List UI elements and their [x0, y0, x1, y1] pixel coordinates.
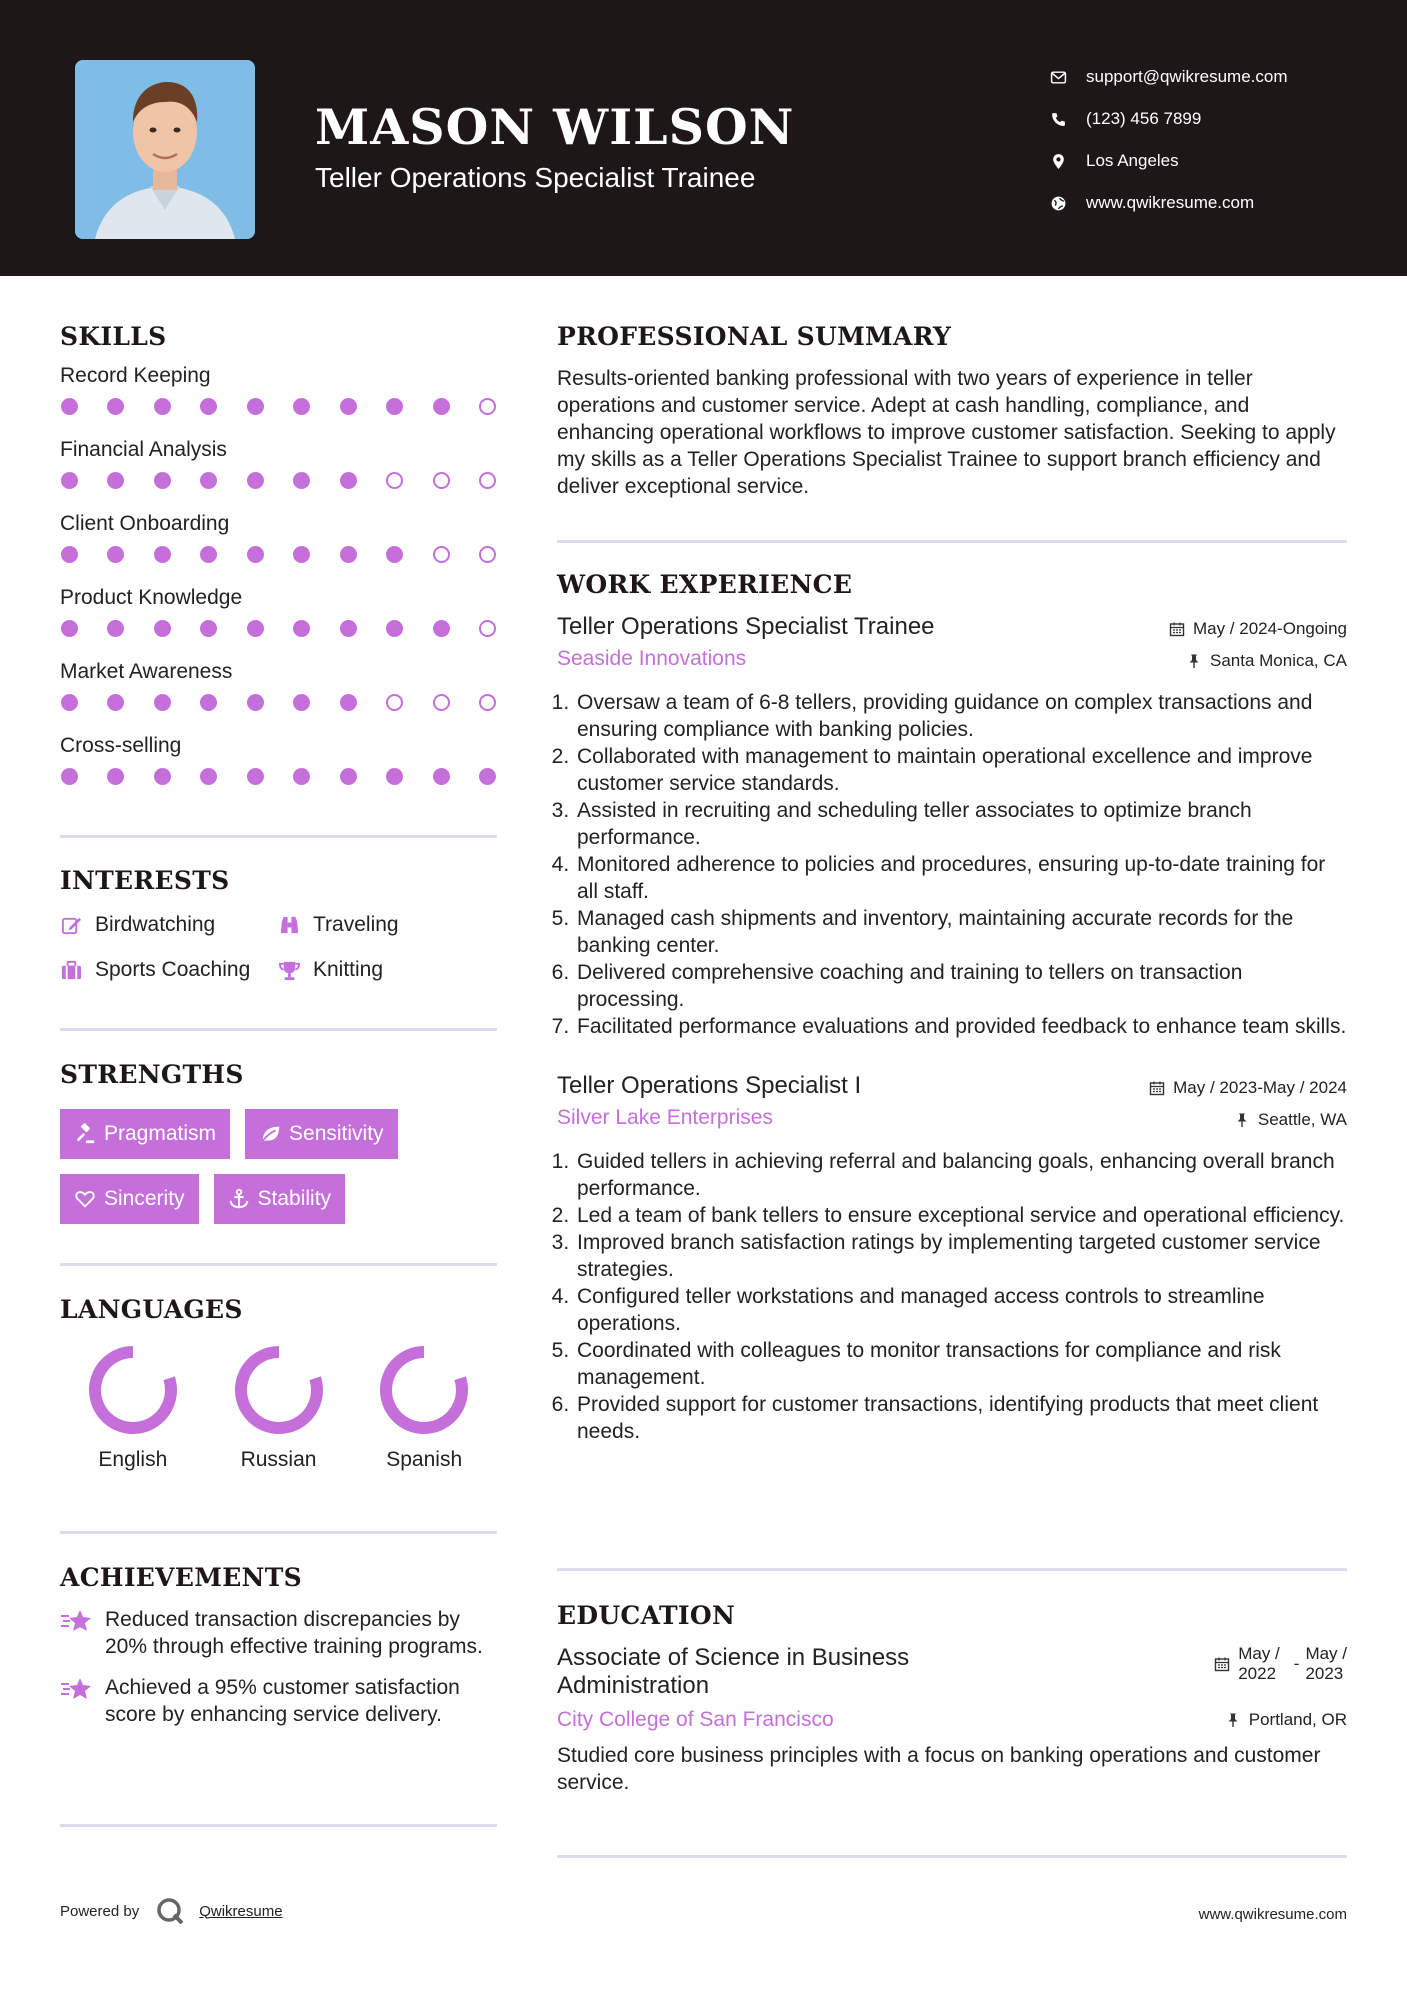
pushpin-icon	[1186, 653, 1202, 669]
rating-dot-filled	[107, 694, 124, 711]
job-dates: May / 2024-Ongoing	[1169, 617, 1347, 641]
list-item: 3. Assisted in recruiting and scheduling teller associates to optimize branch performance.	[575, 797, 1347, 851]
rating-dot-empty	[479, 620, 496, 637]
language-ring-arc	[95, 1352, 171, 1428]
strength-chip: Sincerity	[60, 1174, 199, 1224]
star-icon	[60, 1606, 105, 1660]
school-name: City College of San Francisco	[557, 1708, 834, 1731]
achievement-item: Achieved a 95% customer satisfaction score by enhancing service delivery.	[60, 1674, 497, 1728]
section-title-languages: LANGUAGES	[60, 1295, 243, 1324]
globe-icon	[1050, 195, 1086, 212]
list-item: 4. Monitored adherence to policies and procedures, ensuring up-to-date training for all staff.	[575, 851, 1347, 905]
rating-dot-filled	[61, 694, 78, 711]
rating-dot-filled	[340, 546, 357, 563]
divider	[60, 835, 497, 838]
interest-item: Traveling	[278, 911, 497, 939]
rating-dot-empty	[479, 546, 496, 563]
skill-item	[60, 361, 497, 435]
calendar-icon	[1214, 1656, 1230, 1672]
profile-photo	[75, 60, 255, 239]
rating-dot-filled	[293, 546, 310, 563]
experience-section	[557, 570, 1347, 1445]
rating-dot-filled	[293, 694, 310, 711]
rating-dot-empty	[479, 472, 496, 489]
language-name: Russian	[240, 1448, 317, 1471]
rating-dot-filled	[340, 620, 357, 637]
interests-section	[60, 866, 497, 984]
rating-dot-filled	[200, 398, 217, 415]
rating-dot-filled	[107, 398, 124, 415]
list-item: 2. Led a team of bank tellers to ensure exceptional service and operational efficiency.	[575, 1202, 1347, 1229]
education-section	[557, 1601, 1347, 1796]
list-item: 6. Provided support for customer transactions, identifying products that meet client needs.	[575, 1391, 1347, 1445]
rating-dot-empty	[386, 472, 403, 489]
language-name: English	[98, 1448, 168, 1471]
language-item	[206, 1342, 352, 1472]
skills-section	[60, 322, 497, 805]
strengths-list	[60, 1109, 497, 1224]
education-description: Studied core business principles with a focus on banking operations and customer service.	[557, 1744, 1321, 1794]
achievements-list	[60, 1606, 497, 1728]
rating-dot-filled	[200, 546, 217, 563]
language-name: Spanish	[386, 1448, 463, 1471]
rating-dot-filled	[154, 620, 171, 637]
list-item: 5. Managed cash shipments and inventory, maintaining accurate records for the banking center.	[575, 905, 1347, 959]
rating-dot-filled	[293, 620, 310, 637]
divider	[60, 1824, 497, 1827]
star-icon	[60, 1674, 105, 1728]
rating-dot-filled	[200, 694, 217, 711]
skill-name: Product Knowledge	[60, 586, 243, 609]
job-entry	[557, 613, 1347, 1040]
interests-list	[60, 911, 497, 984]
rating-dot-filled	[154, 768, 171, 785]
rating-dot-empty	[433, 694, 450, 711]
job-role: Teller Operations Specialist I	[557, 1072, 862, 1099]
language-ring-arc	[241, 1352, 317, 1428]
list-item: 5. Coordinated with colleagues to monitor transactions for compliance and risk management.	[575, 1337, 1347, 1391]
skill-rating	[60, 761, 497, 805]
job-bullets	[557, 689, 1347, 1040]
pushpin-icon	[1234, 1112, 1250, 1128]
rating-dot-filled	[479, 768, 496, 785]
rating-dot-filled	[154, 546, 171, 563]
rating-dot-filled	[247, 620, 264, 637]
interest-item: Knitting	[278, 956, 497, 984]
skill-name: Financial Analysis	[60, 438, 227, 461]
job-location: Seattle, WA	[1149, 1108, 1347, 1132]
summary-text: Results-oriented banking professional with two years of experience in teller operations and customer service. Adept at cash handling, compliance, and enhancing operational workflows to improve customer satisfaction. Seeking to apply my skills as a Teller Operations Specialist Trainee to support branch efficiency and deliver exceptional service.	[557, 367, 1336, 498]
contact-email[interactable]: support@qwikresume.com	[1050, 56, 1288, 98]
rating-dot-filled	[386, 768, 403, 785]
summary-section	[557, 322, 1347, 500]
section-title-interests: INTERESTS	[60, 866, 230, 895]
pencil-icon	[60, 914, 95, 937]
skill-rating	[60, 539, 497, 583]
achievements-section	[60, 1563, 497, 1728]
rating-dot-filled	[61, 398, 78, 415]
rating-dot-filled	[386, 546, 403, 563]
divider	[557, 540, 1347, 543]
candidate-title: Teller Operations Specialist Trainee	[315, 162, 756, 193]
binoculars-icon	[278, 914, 313, 937]
interest-item: Birdwatching	[60, 911, 278, 939]
rating-dot-filled	[247, 398, 264, 415]
job-dates: May / 2023-May / 2024	[1149, 1076, 1347, 1100]
rating-dot-filled	[433, 620, 450, 637]
briefcase-icon	[60, 959, 95, 982]
education-location: Portland, OR	[1225, 1708, 1347, 1732]
rating-dot-filled	[61, 620, 78, 637]
rating-dot-filled	[107, 768, 124, 785]
list-item: 1. Oversaw a team of 6-8 tellers, providing guidance on complex transactions and ensuring compliance with banking policies.	[575, 689, 1347, 743]
skill-rating	[60, 613, 497, 657]
language-item	[351, 1342, 497, 1472]
job-entry	[557, 1072, 1347, 1445]
rating-dot-filled	[293, 398, 310, 415]
rating-dot-filled	[340, 694, 357, 711]
list-item: 1. Guided tellers in achieving referral and balancing goals, enhancing overall branch performance.	[575, 1148, 1347, 1202]
rating-dot-empty	[433, 472, 450, 489]
strength-chip: Sensitivity	[245, 1109, 398, 1159]
list-item: 3. Improved branch satisfaction ratings by implementing targeted customer service strategies.	[575, 1229, 1347, 1283]
anchor-icon	[228, 1188, 258, 1210]
rating-dot-filled	[386, 398, 403, 415]
skill-name: Record Keeping	[60, 364, 211, 387]
rating-dot-filled	[200, 620, 217, 637]
candidate-name: MASON WILSON	[315, 98, 795, 156]
education-dates: May / 2022 - May / 2023	[1214, 1644, 1347, 1684]
footer-powered-by: Powered by Qwikresume	[60, 1896, 283, 1926]
skill-rating	[60, 391, 497, 435]
rating-dot-filled	[247, 694, 264, 711]
rating-dot-filled	[61, 768, 78, 785]
rating-dot-filled	[433, 768, 450, 785]
language-ring	[376, 1342, 472, 1438]
qwikresume-logo-icon	[155, 1896, 185, 1926]
rating-dot-filled	[154, 398, 171, 415]
rating-dot-filled	[340, 472, 357, 489]
skill-rating	[60, 465, 497, 509]
resume-header	[0, 0, 1407, 276]
section-title-summary: PROFESSIONAL SUMMARY	[557, 322, 952, 351]
rating-dot-filled	[247, 472, 264, 489]
language-ring	[231, 1342, 327, 1438]
languages-list	[60, 1342, 497, 1472]
section-title-skills: SKILLS	[60, 322, 167, 351]
rating-dot-filled	[293, 768, 310, 785]
divider	[557, 1568, 1347, 1571]
skill-rating	[60, 687, 497, 731]
rating-dot-filled	[247, 546, 264, 563]
list-item: 2. Collaborated with management to maintain operational excellence and improve customer service standards.	[575, 743, 1347, 797]
location-pin-icon	[1050, 153, 1086, 170]
qwikresume-link[interactable]: Qwikresume	[199, 1902, 283, 1920]
rating-dot-empty	[433, 546, 450, 563]
section-title-experience: WORK EXPERIENCE	[557, 570, 853, 599]
rating-dot-filled	[107, 472, 124, 489]
language-ring-arc	[386, 1352, 462, 1428]
contact-website[interactable]: www.qwikresume.com	[1050, 182, 1288, 224]
skills-list	[60, 361, 497, 805]
section-title-strengths: STRENGTHS	[60, 1060, 244, 1089]
job-role: Teller Operations Specialist Trainee	[557, 613, 935, 640]
leaf-icon	[259, 1123, 289, 1145]
language-item	[60, 1342, 206, 1472]
contact-phone[interactable]: (123) 456 7899	[1050, 98, 1288, 140]
skill-item	[60, 657, 497, 731]
job-company: Silver Lake Enterprises	[557, 1106, 773, 1129]
section-title-achievements: ACHIEVEMENTS	[60, 1563, 302, 1592]
skill-item	[60, 583, 497, 657]
footer-website[interactable]: www.qwikresume.com	[1198, 1906, 1347, 1923]
rating-dot-filled	[200, 472, 217, 489]
rating-dot-filled	[61, 472, 78, 489]
divider	[557, 1855, 1347, 1858]
rating-dot-filled	[340, 768, 357, 785]
skill-name: Market Awareness	[60, 660, 233, 683]
strength-chip: Stability	[214, 1174, 346, 1224]
list-item: 4. Configured teller workstations and managed access controls to streamline operations.	[575, 1283, 1347, 1337]
envelope-icon	[1050, 69, 1086, 86]
rating-dot-empty	[479, 398, 496, 415]
pushpin-icon	[1225, 1712, 1241, 1728]
calendar-icon	[1149, 1080, 1165, 1096]
divider	[60, 1531, 497, 1534]
phone-icon	[1050, 111, 1086, 128]
rating-dot-filled	[386, 620, 403, 637]
strength-chip: Pragmatism	[60, 1109, 230, 1159]
section-title-education: EDUCATION	[557, 1601, 736, 1630]
skill-item	[60, 435, 497, 509]
rating-dot-filled	[340, 398, 357, 415]
rating-dot-filled	[61, 546, 78, 563]
rating-dot-filled	[107, 620, 124, 637]
rating-dot-filled	[154, 694, 171, 711]
divider	[60, 1263, 497, 1266]
rating-dot-empty	[479, 694, 496, 711]
divider	[60, 1028, 497, 1031]
contact-location: Los Angeles	[1050, 140, 1288, 182]
calendar-icon	[1169, 621, 1185, 637]
skill-name: Cross-selling	[60, 734, 182, 757]
rating-dot-empty	[386, 694, 403, 711]
job-bullets	[557, 1148, 1347, 1445]
rating-dot-filled	[154, 472, 171, 489]
list-item: 6. Delivered comprehensive coaching and training to tellers on transaction processing.	[575, 959, 1347, 1013]
skill-item	[60, 731, 497, 805]
contact-list	[1050, 56, 1288, 224]
rating-dot-filled	[293, 472, 310, 489]
rating-dot-filled	[200, 768, 217, 785]
job-company: Seaside Innovations	[557, 647, 747, 670]
interest-item: Sports Coaching	[60, 956, 278, 984]
skill-item	[60, 509, 497, 583]
language-ring	[85, 1342, 181, 1438]
rating-dot-filled	[247, 768, 264, 785]
skill-name: Client Onboarding	[60, 512, 230, 535]
languages-section	[60, 1295, 497, 1472]
strengths-section	[60, 1060, 497, 1224]
achievement-item: Reduced transaction discrepancies by 20% through effective training programs.	[60, 1606, 497, 1660]
trophy-icon	[278, 959, 313, 982]
job-location: Santa Monica, CA	[1169, 649, 1347, 673]
rating-dot-filled	[433, 398, 450, 415]
rating-dot-filled	[107, 546, 124, 563]
degree-title: Associate of Science in Business Administration	[557, 1644, 910, 1699]
heart-icon	[74, 1188, 104, 1210]
gavel-icon	[74, 1123, 104, 1145]
list-item: 7. Facilitated performance evaluations and provided feedback to enhance team skills.	[575, 1013, 1347, 1040]
